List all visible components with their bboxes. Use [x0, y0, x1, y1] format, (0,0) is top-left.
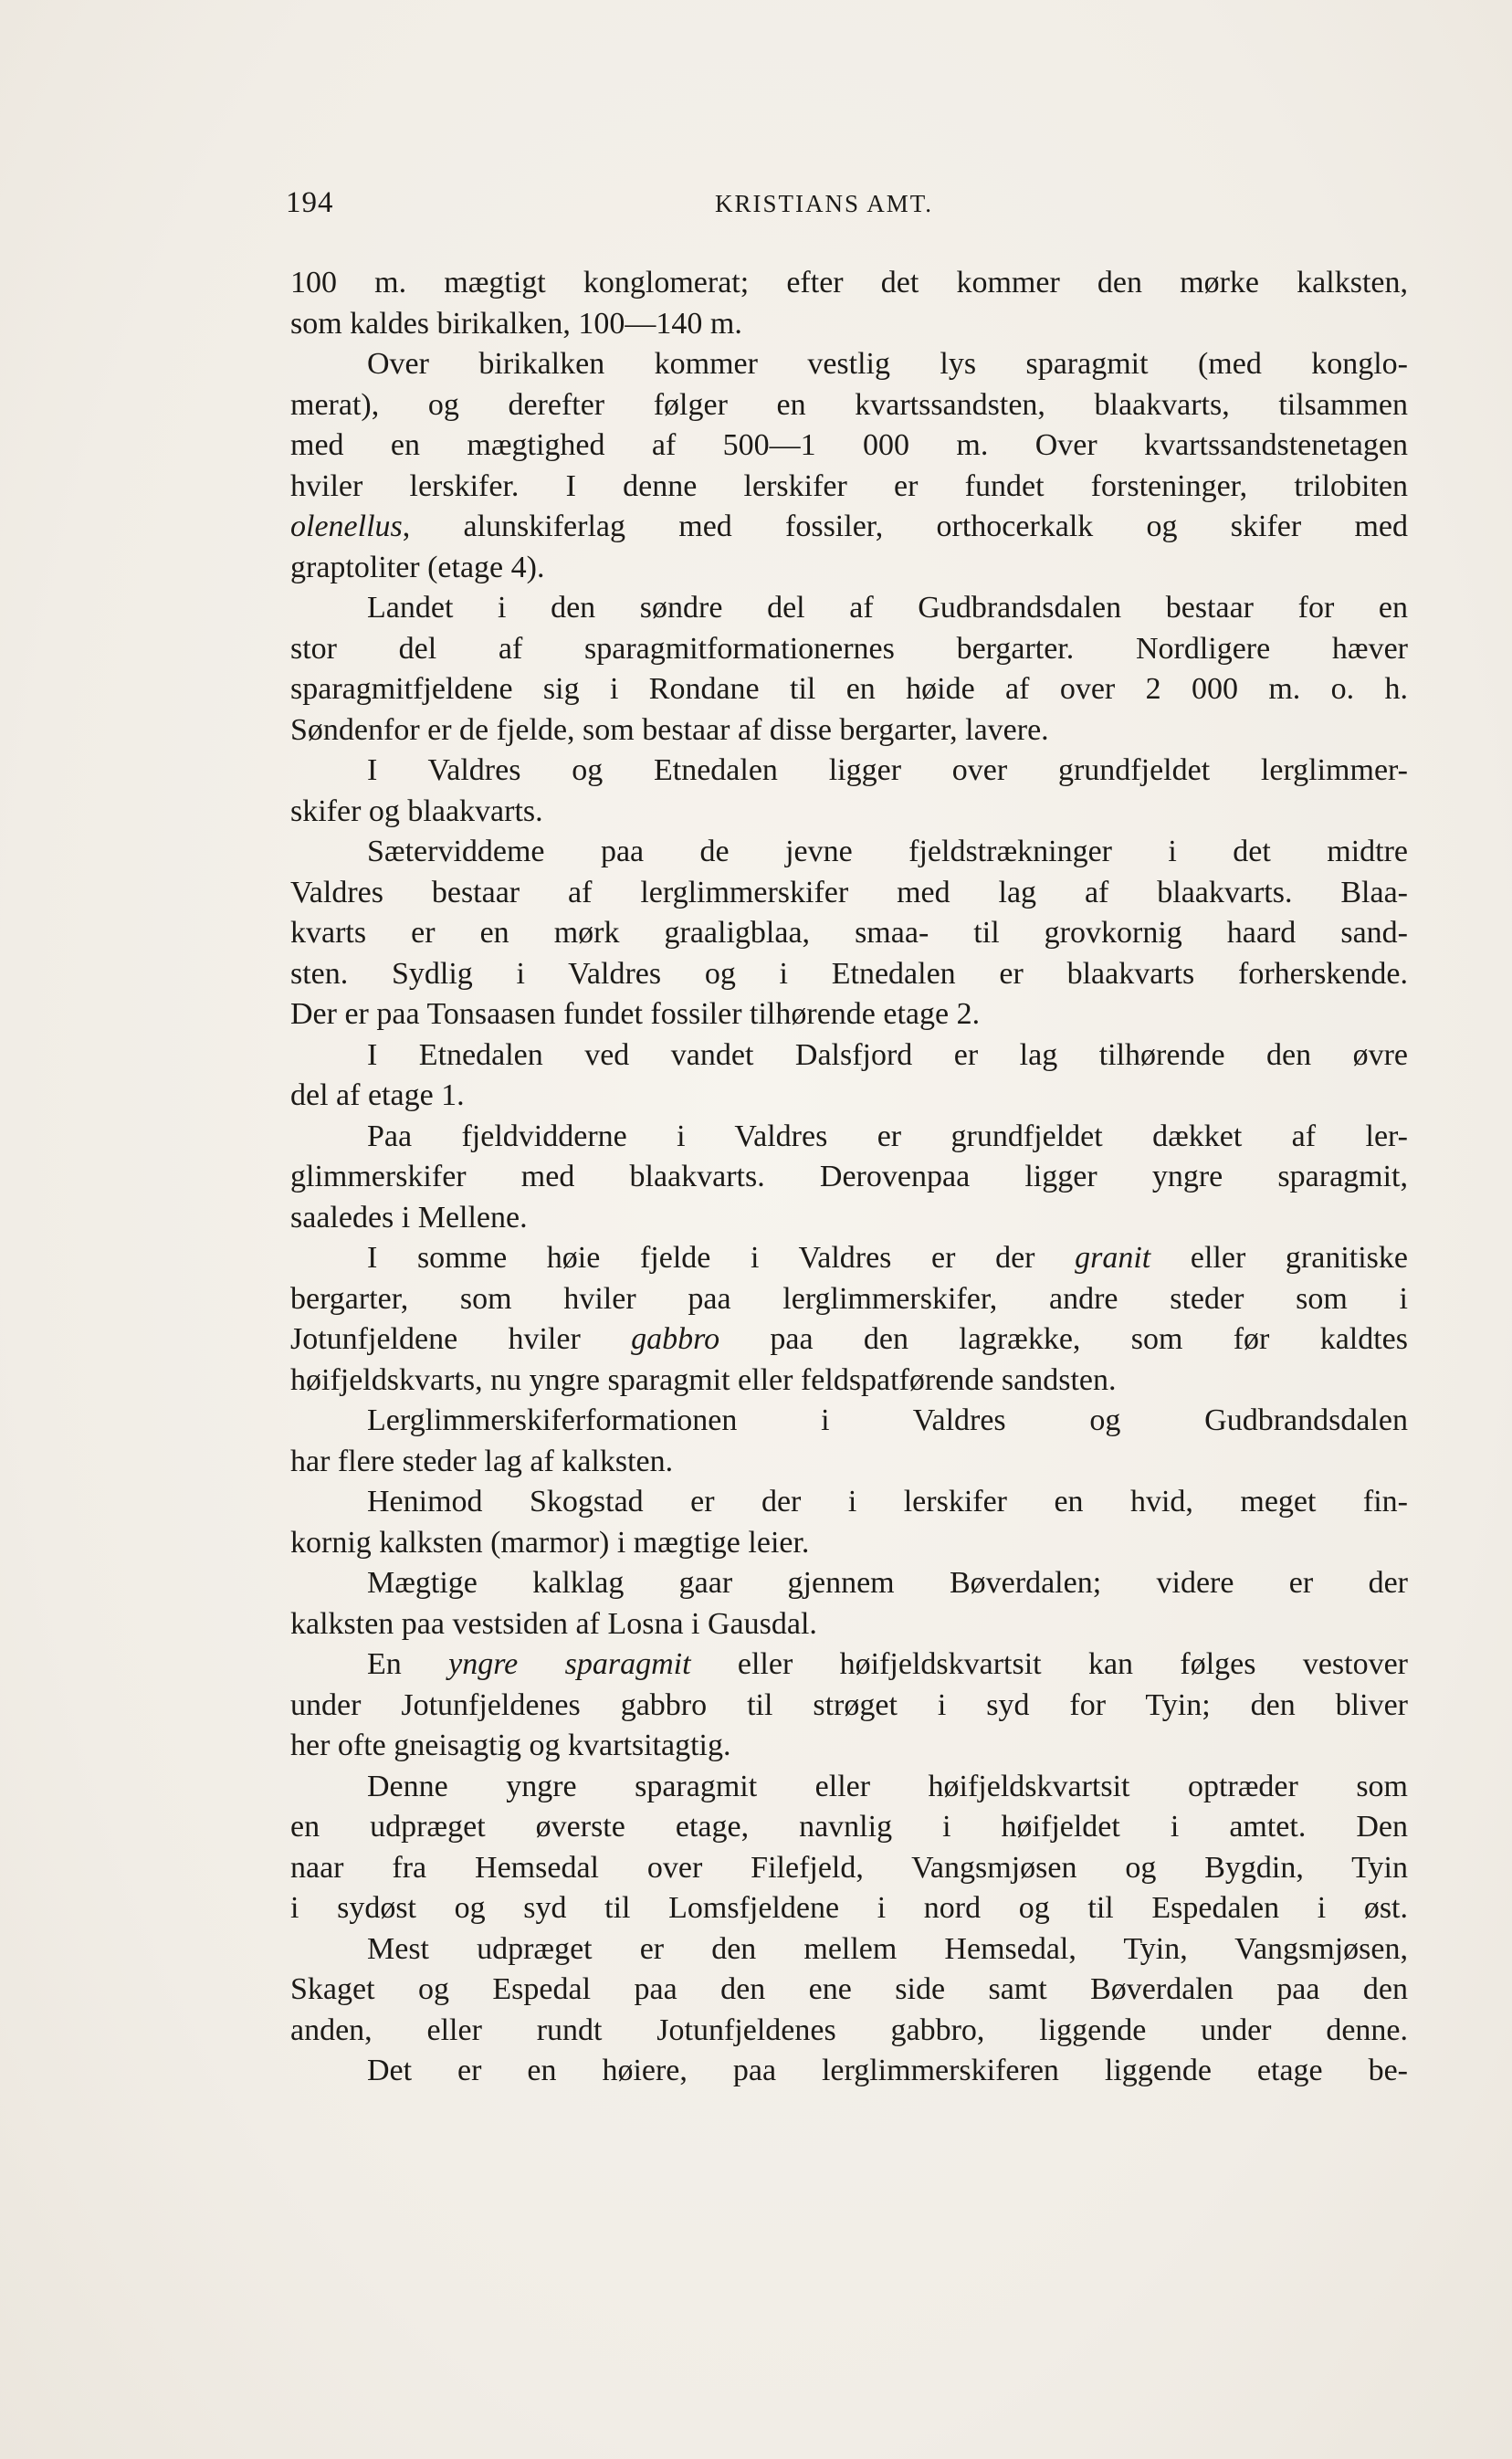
text-line: graptoliter (etage 4). — [290, 550, 545, 584]
italic-term: olenellus — [290, 510, 403, 543]
text-run: I somme høie fjelde i Valdres er der — [367, 1241, 1076, 1275]
text-line: merat), og derefter følger en kvartssandsten, blaakvarts, tilsammen — [290, 387, 1408, 422]
paragraph-first-line: Lerglimmerskiferformationen i Valdres og Gudbrandsdalen — [367, 1403, 1408, 1437]
text-line: bergarter, som hviler paa lerglimmerskifer, andre steder som i — [290, 1281, 1408, 1316]
text-run: eller høifjeldskvartsit kan følges vestover — [690, 1647, 1408, 1681]
text-line: i sydøst og syd til Lomsfjeldene i nord og til Espedalen i øst. — [290, 1891, 1408, 1925]
paragraph-first-line: Denne yngre sparagmit eller høifjeldskvartsit optræder som — [367, 1769, 1408, 1803]
text-line: anden, eller rundt Jotunfjeldenes gabbro, liggende under denne. — [290, 2012, 1408, 2047]
page-number: 194 — [286, 186, 334, 219]
text-line: under Jotunfjeldenes gabbro til strøget i syd for Tyin; den bliver — [290, 1687, 1408, 1722]
text-line: har flere steder lag af kalksten. — [290, 1444, 674, 1478]
paragraph-first-line: Mægtige kalklag gaar gjennem Bøverdalen; videre er der — [367, 1566, 1408, 1600]
text-line: Valdres bestaar af lerglimmerskifer med lag af blaakvarts. Blaa- — [290, 875, 1408, 909]
text-run: En — [367, 1647, 449, 1681]
paragraph-first-line: Landet i den søndre del af Gudbrandsdalen bestaar for en — [367, 591, 1408, 625]
text-line: høifjeldskvarts, nu yngre sparagmit eller feldspatførende sandsten. — [290, 1362, 1117, 1397]
paragraph-first-line: Det er en høiere, paa lerglimmerskiferen liggende etage be- — [367, 2054, 1408, 2087]
text-line: Søndenfor er de fjelde, som bestaar af disse bergarter, lavere. — [290, 712, 1049, 747]
running-head: KRISTIANS AMT. — [715, 190, 934, 217]
text-line: Der er paa Tonsaasen fundet fossiler tilhørende etage 2. — [290, 997, 981, 1031]
text-line: glimmerskifer med blaakvarts. Derovenpaa ligger yngre sparagmit, — [290, 1160, 1408, 1193]
text-line: her ofte gneisagtig og kvartsitagtig. — [290, 1729, 731, 1762]
body-text — [290, 263, 1408, 2092]
text-line: kalksten paa vestsiden af Losna i Gausdal. — [290, 1606, 817, 1641]
text-line: som kaldes birikalken, 100—140 m. — [290, 306, 742, 341]
text-line: del af etage 1. — [290, 1078, 465, 1112]
italic-term: granit — [1075, 1241, 1151, 1275]
text-line: kornig kalksten (marmor) i mægtige leier. — [290, 1525, 810, 1560]
text-line: skifer og blaakvarts. — [290, 793, 543, 828]
italic-term: yngre sparagmit — [448, 1647, 691, 1681]
italic-term: gabbro — [631, 1322, 720, 1356]
text-run: Jotunfjeldene hviler — [290, 1322, 632, 1356]
text-line: 100 m. mægtigt konglomerat; efter det kommer den mørke kalksten, — [290, 266, 1408, 299]
text-line: naar fra Hemsedal over Filefjeld, Vangsmjøsen og Bygdin, Tyin — [290, 1850, 1408, 1885]
paragraph-first-line: Mest udpræget er den mellem Hemsedal, Tyin, Vangsmjøsen, — [367, 1931, 1408, 1966]
text-line: Skaget og Espedal paa den ene side samt Bøverdalen paa den — [290, 1972, 1408, 2006]
paragraph-first-line: I Valdres og Etnedalen ligger over grundfjeldet lerglimmer- — [367, 753, 1408, 787]
text-line: en udpræget øverste etage, navnlig i høifjeldet i amtet. Den — [290, 1810, 1408, 1844]
text-line: hviler lerskifer. I denne lerskifer er fundet forsteninger, trilobiten — [290, 468, 1408, 503]
paragraph-first-line: Paa fjeldvidderne i Valdres er grundfjeldet dækket af ler- — [367, 1119, 1408, 1153]
text-line: sten. Sydlig i Valdres og i Etnedalen er blaakvarts forherskende. — [290, 956, 1408, 991]
text-line — [290, 507, 1408, 548]
text-run: paa den lagrække, som før kaldtes — [719, 1322, 1408, 1356]
paragraph-first-line — [290, 1645, 1408, 1686]
page-header — [286, 186, 1409, 230]
paragraph-first-line: Over birikalken kommer vestlig lys sparagmit (med konglo- — [367, 347, 1408, 381]
paragraph-first-line: I Etnedalen ved vandet Dalsfjord er lag tilhørende den øvre — [367, 1037, 1408, 1072]
text-line: med en mægtighed af 500—1 000 m. Over kvartssandstenetagen — [290, 428, 1408, 462]
text-line: kvarts er en mørk graaligblaa, smaa- til grovkornig haard sand- — [290, 916, 1408, 950]
text-line: sparagmitfjeldene sig i Rondane til en høide af over 2 000 m. o. h. — [290, 672, 1408, 706]
paragraph-first-line: Henimod Skogstad er der i lerskifer en hvid, meget fin- — [367, 1485, 1408, 1518]
text-run: eller granitiske — [1150, 1241, 1408, 1275]
text-run: , alunskiferlag med fossiler, orthocerkalk og skifer med — [402, 510, 1408, 543]
paragraph-first-line — [290, 1238, 1408, 1279]
text-line — [290, 1319, 1408, 1361]
text-line: stor del af sparagmitformationernes bergarter. Nordligere hæver — [290, 631, 1408, 666]
paragraph-first-line: Sæterviddeme paa de jevne fjeldstrækninger i det midtre — [367, 835, 1408, 868]
text-line: saaledes i Mellene. — [290, 1200, 528, 1235]
